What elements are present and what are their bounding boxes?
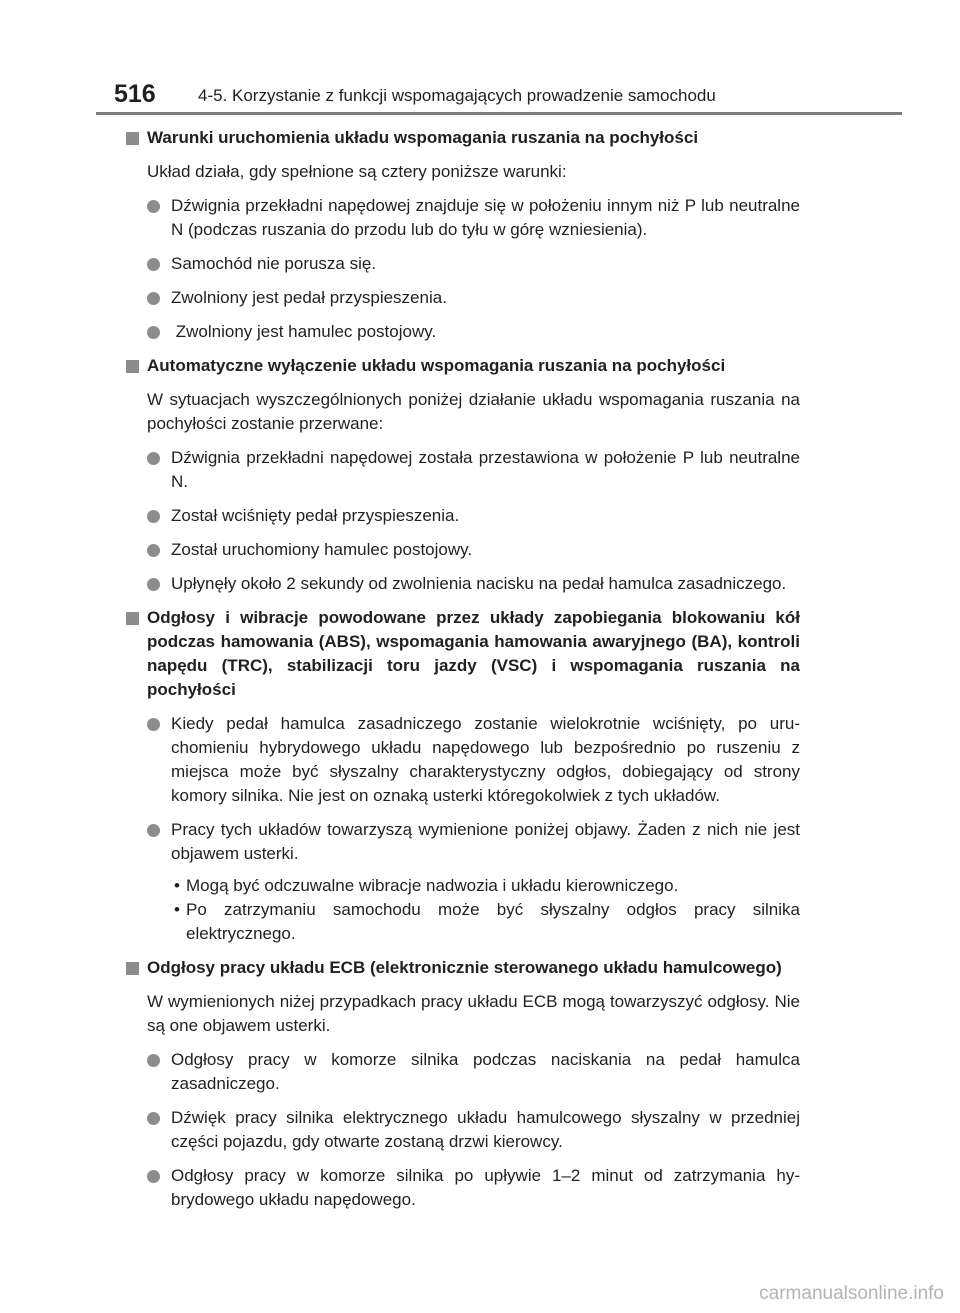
circle-bullet-icon [147,510,160,523]
square-bullet-icon [126,132,139,145]
circle-bullet-icon [147,200,160,213]
circle-bullet-icon [147,292,160,305]
circle-bullet-icon [147,824,160,837]
list-item [147,818,800,866]
list-item [147,1164,800,1212]
watermark: carmanualsonline.info [759,1283,944,1304]
list-item [147,504,800,528]
list-item [147,538,800,562]
list-item-text: Zwolniony jest pedał przyspieszenia. [171,288,447,307]
list-item-text: Kiedy pedał hamulca zasadniczego zostanie wielokrotnie wciśnięty, po uruchomieniu hybrydowego układu napędowego lub bezpośrednio po ruszeniu z miejsca może być słyszalny charakterystyczny odgłos, dobiegający od strony komory silnika. Nie jest on oznaką usterki któregokolwiek z tych układów. [171,714,800,805]
page-header [96,78,902,114]
section-hill-start-conditions [126,126,800,344]
list-item-text: Dźwignia przekładni napędowej została przestawiona w położenie P lub neutralne N. [171,448,800,491]
list-item-text: Pracy tych układów towarzyszą wymienione poniżej objawy. Żaden z nich nie jest objawem usterki. [171,820,800,863]
list-item [147,194,800,242]
square-bullet-icon [126,612,139,625]
sub-list [174,874,800,946]
list-item-text: Zwolniony jest hamulec postojowy. [171,322,437,341]
section-heading [126,126,800,150]
list-item [147,286,800,310]
section-intro: Układ działa, gdy spełnione są cztery poniższe warunki: [147,162,567,181]
circle-bullet-icon [147,1170,160,1183]
section-noise-vibration [126,606,800,946]
sub-list-item [174,874,800,898]
section-heading [126,606,800,702]
section-intro: W sytuacjach wyszczególnionych poniżej działanie układu wspomagania ruszania na pochyłości zostanie przerwane: [147,390,800,433]
page-content [126,120,800,1212]
list-item-text: Dźwięk pracy silnika elektrycznego układu hamulcowego słyszalny w przedniej części pojazdu, gdy otwarte zostaną drzwi kierowcy. [171,1108,800,1151]
list-item-text: Samochód nie porusza się. [171,254,377,273]
section-heading-text: Automatyczne wyłączenie układu wspomagania ruszania na pochyłości [147,356,726,375]
dot-bullet-icon: • [174,900,180,919]
sub-list-item-text: Po zatrzymaniu samochodu może być słyszalny odgłos pracy silnika elektrycznego. [186,900,800,943]
section-heading [126,354,800,378]
header-rule [96,112,902,115]
section-heading [126,956,800,980]
list-item-text: Został uruchomiony hamulec postojowy. [171,540,473,559]
circle-bullet-icon [147,578,160,591]
list-item-text: Odgłosy pracy w komorze silnika podczas naciskania na pedał hamulca zasadniczego. [171,1050,800,1093]
section-intro: W wymienionych niżej przypadkach pracy układu ECB mogą towarzyszyć odgłosy. Nie są one objawem usterki. [147,992,800,1035]
circle-bullet-icon [147,1054,160,1067]
circle-bullet-icon [147,718,160,731]
section-auto-cancel [126,354,800,596]
section-ecb-noise [126,956,800,1212]
section-heading-text: Odgłosy pracy układu ECB (elektronicznie sterowanego układu hamulcowego) [147,958,782,977]
circle-bullet-icon [147,544,160,557]
list-item [147,320,800,344]
sub-list-item-text: Mogą być odczuwalne wibracje nadwozia i układu kierowniczego. [186,876,679,895]
dot-bullet-icon: • [174,876,180,895]
list-item [147,1106,800,1154]
circle-bullet-icon [147,258,160,271]
list-item [147,252,800,276]
square-bullet-icon [126,360,139,373]
circle-bullet-icon [147,452,160,465]
list-item-text: Upłynęły około 2 sekundy od zwolnienia nacisku na pedał hamulca zasadniczego. [171,574,787,593]
list-item [147,712,800,808]
circle-bullet-icon [147,1112,160,1125]
circle-bullet-icon [147,326,160,339]
list-item-text: Odgłosy pracy w komorze silnika po upływie 1–2 minut od zatrzymania hybrydowego układu napędowego. [171,1166,800,1209]
section-heading-text: Warunki uruchomienia układu wspomagania ruszania na pochyłości [147,128,699,147]
running-title: 4-5. Korzystanie z funkcji wspomagających prowadzenie samochodu [198,86,716,105]
list-item [147,572,800,596]
list-item-text: Dźwignia przekładni napędowej znajduje się w położeniu innym niż P lub neutralne N (podczas ruszania do przodu lub do tyłu w górę wzniesienia). [171,196,800,239]
list-item [147,446,800,494]
page-number: 516 [114,80,156,108]
sub-list-item [174,898,800,946]
square-bullet-icon [126,962,139,975]
section-heading-text: Odgłosy i wibracje powodowane przez układy zapobiegania blokowaniu kół podczas hamowania (ABS), wspomagania hamowania awaryjnego (BA), kontroli napędu (TRC), stabilizacji toru jazdy (VSC) i wspomagania ruszania na pochyłości [147,608,800,699]
list-item [147,1048,800,1096]
list-item-text: Został wciśnięty pedał przyspieszenia. [171,506,460,525]
